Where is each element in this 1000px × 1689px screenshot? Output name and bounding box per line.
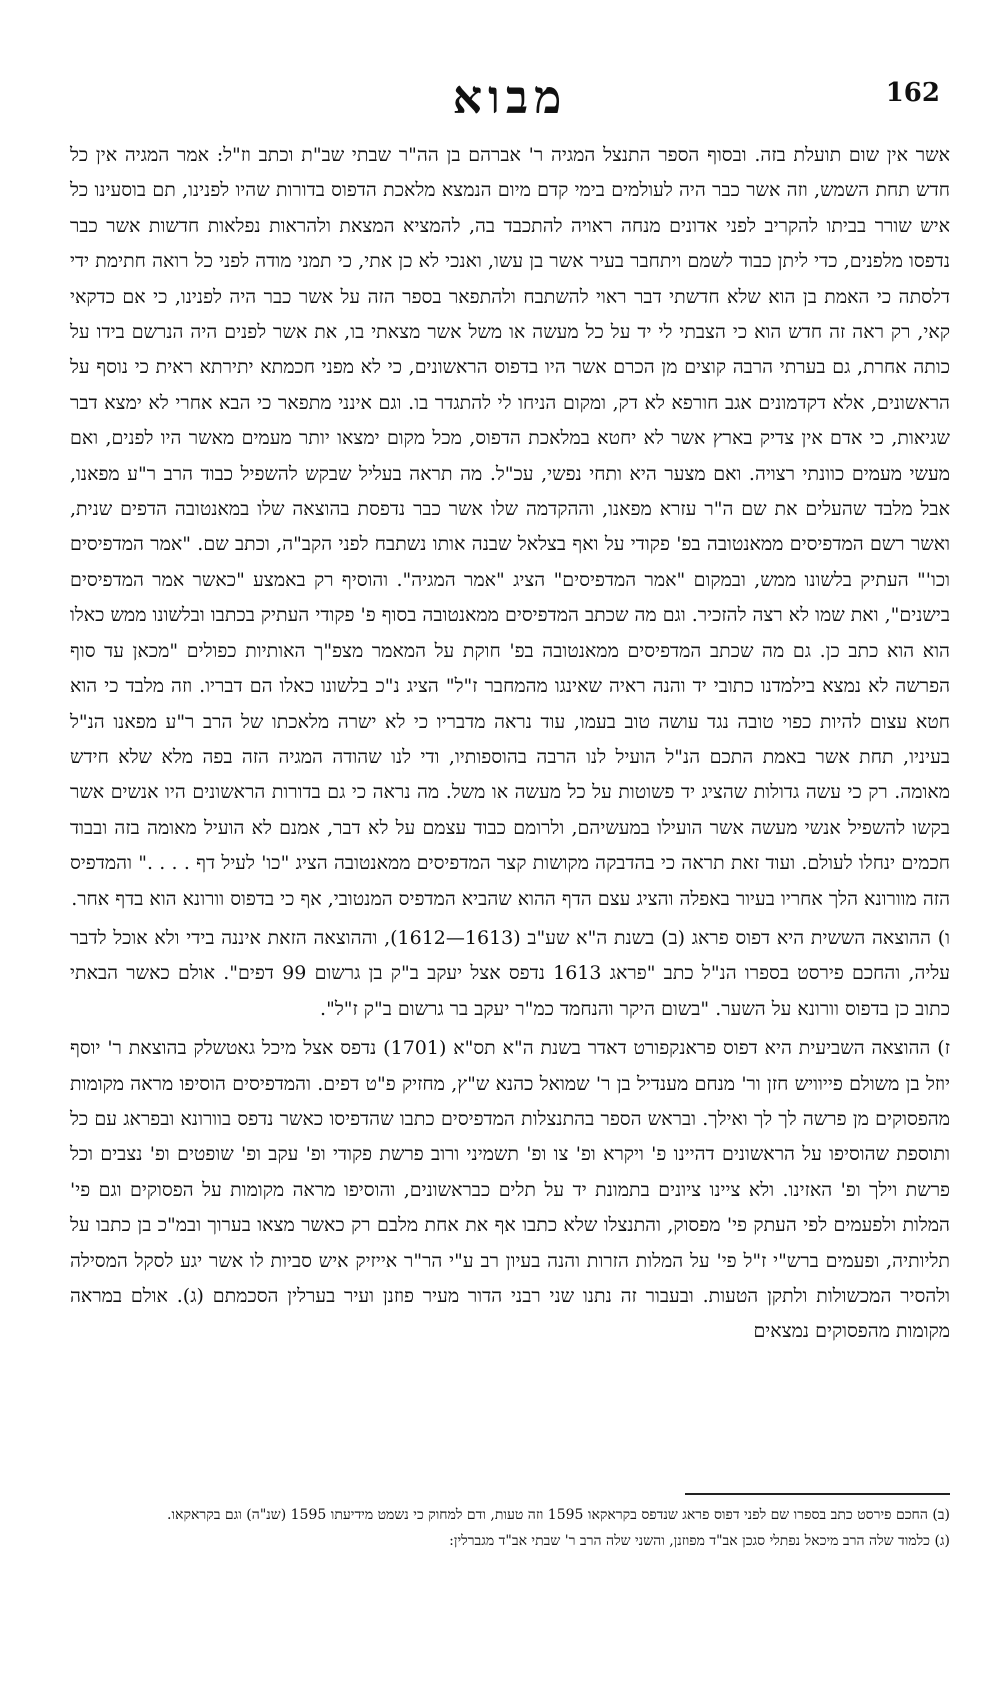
paragraph-section-zayin: ז) ההוצאה השביעית היא דפוס פראנקפורט דאדר בשנת ה"א תס"א (1701) נדפס אצל מיכל גאטשלק בהוצאת ר' יוסף יוזל בן משולם פייוויש חזן ור' מנחם מענדיל בן ר' שמואל כהנא ש"ץ, מחזיק פ"ט דפים. והמדפיסים הוסיפו מראה מקומות מהפסוקים מן פרשה לך לך ואילך. ובראש הספר בהתנצלות המדפיסים כתבו שהדפיסו כאשר נדפס בוורונא ובפראג עם כל ותוספת שהוסיפו על הראשונים דהיינו פ' ויקרא ופ' צו ופ' תשמיני ורוב פרשת פקודי ופ' עקב ופ' שופטים ופ' נצבים וכל פרשת וילך ופ' האזינו. ולא ציינו ציונים בתמונת יד על תלים כבראשונים, והוסיפו מראה מקומות על הפסוקים וגם פי' המלות ולפעמים לפי העתק פי' מפסוק, והתנצלו שלא כתבו אף את אחת מלבם רק כאשר מצאו בערוך ובמ"כ בן כתבו על תליותיה, ופעמים ברש"י ז"ל פי' על המלות הזרות והנה בעיון רב ע"י הר"ר אייזיק איש סביות לו אשר יגע לסקל המסילה ולהסיר המכשולות ולתקן הטעות. ובעבור זה נתנו שני רבני הדור מעיר פוזנן ועיר בערלין הסכמתם (ג). אולם במראה מקומות מהפסוקים נמצאים: [70, 1037, 951, 1343]
paragraph: אשר אין שום תועלת בזה. ובסוף הספר התנצל המגיה ר' אברהם בן הה"ר שבתי שב"ת וכתב וז"ל: אמר המגיה אין כל חדש תחת השמש, וזה אשר כבר היה לעולמים בימי קדם מיום הנמצא מלאכת הדפוס בדורות שהיו לפנינו, תם בוסעינו כל איש שורר בביתו להקריב לפני אדונים מנחה ראויה להתכבד בה, להמציא המצאת ולהראות נפלאות חדשות אשר כבר נדפסו מלפנים, כדי ליתן כבוד לשמם ויתחבר בעיר אשר בן עשו, ואנכי לא כן אתי, כי תמני מודה לפני כל רואה חתימת ידי דלסתה כי האמת בן הוא שלא חדשתי דבר ראוי להשתבח ולהתפאר בספר הזה על אשר כבר היה לפנינו, כי אם כדקאי קאי, רק ראה זה חדש הוא כי הצבתי לי יד על כל מעשה או משל אשר מצאתי בו, את אשר לפנים היה הנרשם בידו על כותה אחרת, גם בערתי הרבה קוצים מן הכרם אשר היו בדפוס הראשונים, כי לא מפני חכמתא יתירתא ראית כי נוסף על הראשונים, אלא דקדמונים אגב חורפא לא דק, ומקום הניחו לי להתגדר בו. וגם אינני מתפאר כי הבא אחרי לא ימצא דבר שגיאות, כי אדם אין צדיק בארץ אשר לא יחטא במלאכת הדפוס, מכל מקום ימצאו יותר מעמים מאשר היו לפנים, ואם מעשי מעמים כוונתי רצויה. ואם מצער היא ותחי נפשי, עכ"ל. מה תראה בעליל שבקש להשפיל כבוד הרב ר"ע מפאנו, אבל מלבד שהעלים את שם ה"ר עזרא מפאנו, וההקדמה שלו אשר כבר נדפסת בהוצאה שלו במאנטובה הדפים שנית, ואשר רשם המדפיסים ממאנטובה בפ' פקודי על ואף בצלאל שבנה אותו נשתבח לפני הקב"ה, וכתב שם. "אמר המדפיסים וכו'" העתיק בלשונו ממש, ובמקום "אמר המדפיסים" הציג "אמר המגיה". והוסיף רק באמצע "כאשר אמר המדפיסים בישנים", ואת שמו לא רצה להזכיר. וגם מה שכתב המדפיסים ממאנטובה בסוף פ' פקודי העתיק בכתבו ובלשונו ממש כאלו הוא הוא כתב כן. גם מה שכתב המדפיסים ממאנטובה בפ' חוקת על המאמר מצפ"ך האותיות כפולים "מכאן עד סוף הפרשה לא נמצא בילמדנו כתובי יד והנה ראיה שאינגו מהמחבר ז"ל" הציג נ"כ בלשונו כאלו הם דבריו. וזה מלבד כי הוא חטא עצום להיות כפוי טובה נגד עושה טוב בעמו, עוד נראה מדבריו כי לא ישרה מלאכתו של הרב ר"ע מפאנו הנ"ל בעיניו, תחת אשר באמת התכם הנ"ל הועיל לנו הרבה בהוספותיו, ודי לנו שהודה המגיה הזה בפה מלא שלא חידש מאומה. רק כי עשה גדולות שהציג יד פשוטות על כל מעשה או משל. מה נראה כי גם בדורות הראשונים היו אנשים אשר בקשו להשפיל אנשי מעשה אשר הועילו במעשיהם, ולרומם כבוד עצמם על לא דבר, אמנם לא הועיל מאומה בזה ובבוד חכמים ינחלו לעולם. ועוד זאת תראה כי בהדבקה מקושות קצר המדפיסים ממאנטובה הציג "כו' לעיל דף . . . ." והמדפיס הזה מוורונא הלך אחריו בעיור באפלה והציג עצם הדף ההוא שהביא המדפיס המנטובי, אף כי בדפוס וורונא הוא בדף אחר.: [70, 144, 950, 910]
footnote-bet: (ב) החכם פירסט כתב בספרו שם לפני דפוס פראג שנדפס בקראקאו 1595 וזה טעות, ודם למחוק כי נשמט מידיעתו 1595 (שנ"ה) וגם בקראקאו.: [167, 1507, 950, 1523]
footnote-divider: [685, 1493, 950, 1495]
paragraph-section-vav: ו) ההוצאה הששית היא דפוס פראג (ב) בשנת ה"א שע"ב (1613—1612), וההוצאה הזאת איננה בידי ולא אוכל לדבר עליה, והחכם פירסט בספרו הנ"ל כתב "פראג 1613 נדפס אצל יעקב ב"ק בן גרשום 99 דפים". אולם כאשר הבאתי כתוב כן בדפוס וורונא על השער. "בשום היקר והנחמד כמ"ר יעקב בר גרשום ב"ק ז"ל".: [70, 926, 950, 1020]
page-header: [70, 70, 950, 130]
footnote-gimel: (ג) כלמוד שלה הרב מיכאל נפתלי סגכן אב"ד מפוזנן, והשני שלה הרב ר' שבתי אב"ד מגברלין:: [449, 1533, 950, 1549]
main-text: [70, 138, 950, 1350]
page-title: מבוא: [452, 70, 568, 124]
page-number: 162: [885, 78, 940, 108]
footnotes: [70, 1502, 950, 1554]
